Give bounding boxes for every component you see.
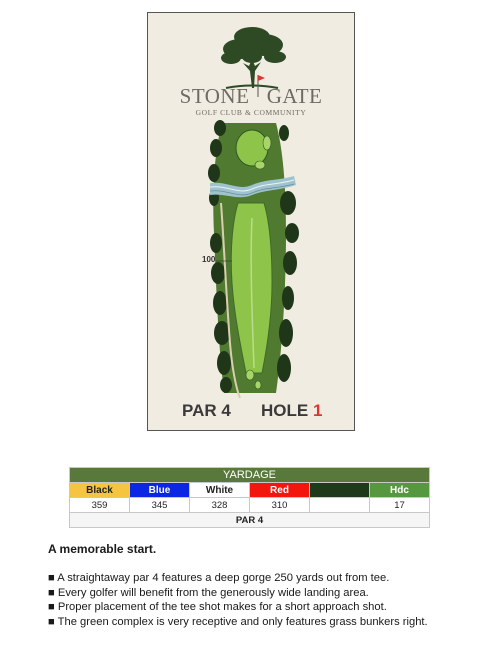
tee-blue-yardage: 345 — [130, 498, 190, 513]
tee-green-header — [310, 483, 370, 498]
tee-black-yardage: 359 — [70, 498, 130, 513]
yardage-table — [69, 467, 430, 528]
feature-item: ■ The green complex is very receptive and only features grass bunkers right. — [48, 615, 428, 628]
tee-header-row — [70, 483, 430, 498]
handicap-header: Hdc — [370, 483, 430, 498]
brand-name — [148, 84, 354, 109]
par-value: PAR 4 — [70, 513, 430, 528]
hole-card — [147, 12, 355, 431]
yardage-title: YARDAGE — [70, 468, 430, 483]
hole-prefix: HOLE — [261, 401, 309, 420]
feature-item: ■ A straightaway par 4 features a deep gorge 250 yards out from tee. — [48, 572, 390, 584]
yardage-title-row — [70, 468, 430, 483]
tee-blue-header: Blue — [130, 483, 190, 498]
brand-subtitle: GOLF CLUB & COMMUNITY — [195, 108, 307, 117]
tee-red-header: Red — [250, 483, 310, 498]
tee-white-yardage: 328 — [190, 498, 250, 513]
hole-features-list — [48, 571, 428, 629]
yard-marker-label: 100 — [202, 255, 216, 264]
brand-name-right: GATE — [266, 84, 323, 108]
tee-green-yardage — [310, 498, 370, 513]
tee-white-header: White — [190, 483, 250, 498]
par-label: PAR 4 — [182, 401, 231, 420]
brand-name-left: STONE — [179, 84, 250, 108]
hole-headline: A memorable start. — [48, 542, 157, 556]
handicap-value: 17 — [370, 498, 430, 513]
tee-red-yardage: 310 — [250, 498, 310, 513]
tee-black-header: Black — [70, 483, 130, 498]
feature-item: ■ Every golfer will benefit from the generously wide landing area. — [48, 586, 369, 599]
hole-label — [261, 401, 322, 421]
par-row — [70, 513, 430, 528]
hole-number: 1 — [312, 401, 323, 420]
feature-item: ■ Proper placement of the tee shot makes for a short approach shot. — [48, 601, 387, 613]
yardage-values-row — [70, 498, 430, 513]
hole-map-illustration — [148, 13, 354, 430]
oak-tree-icon — [221, 27, 286, 88]
